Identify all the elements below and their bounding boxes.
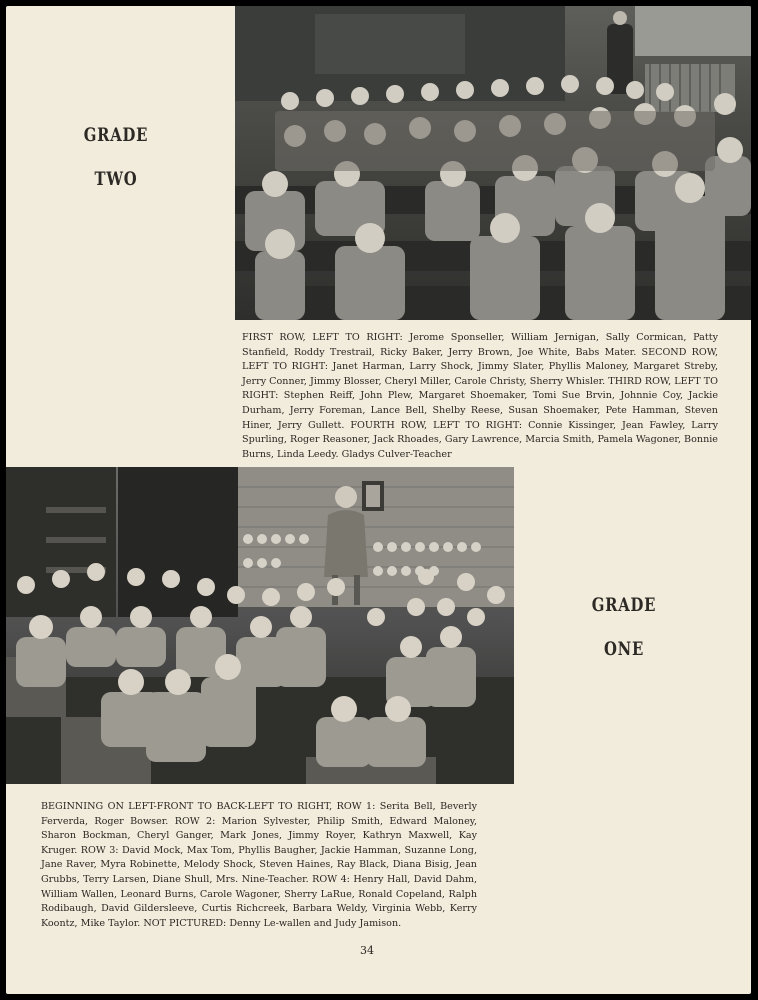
grade-two-heading xyxy=(69,124,163,190)
grade-one-heading xyxy=(577,594,671,660)
yearbook-page xyxy=(6,6,751,994)
grade-two-heading-line2: TWO xyxy=(94,168,138,190)
grade-one-caption: BEGINNING ON LEFT-FRONT TO BACK-LEFT TO RIGHT, ROW 1: Serita Bell, Beverly Ferverda, Roger Bowser. ROW 2: Marion Sylvester, Philip Smith, Edward Maloney, Sharon Bockman, Cheryl Ganger, Mark Jones, Jimmy Royer, Kathryn Maxwell, Kay Kruger. ROW 3: David Mock, Max Tom, Phyllis Baugher, Jackie Hamman, Suzanne Long, Jane Raver, Myra Robinette, Melody Shock, Steven Haines, Ray Black, Diana Bisig, Jean Grubbs, Terry Larsen, Diane Shull, Mrs. Nine-Teacher. ROW 4: Henry Hall, David Dahm, William Wallen, Leonard Burns, Carole Wagoner, Sherry LaRue, Ronald Copeland, Ralph Rodibaugh, David Gildersleeve, Curtis Richcreek, Barbara Weldy, Virginia Webb, Kerry Koontz, Mike Taylor. NOT PICTURED: Denny Le-wallen and Judy Jamison. xyxy=(41,801,477,929)
grade-two-caption: FIRST ROW, LEFT TO RIGHT: Jerome Sponseller, William Jernigan, Sally Cormican, Patty Stanfield, Roddy Trestrail, Ricky Baker, Jerry Brown, Joe White, Babs Mater. SECOND ROW, LEFT TO RIGHT: Janet Harman, Larry Shock, Jimmy Slater, Phyllis Maloney, Margaret Streby, Jerry Conner, Jimmy Blosser, Cheryl Miller, Carole Christy, Sherry Whisler. THIRD ROW, LEFT TO RIGHT: Stephen Reiff, John Plew, Margaret Shoemaker, Tomi Sue Brvin, Johnnie Coy, Jackie Durham, Jerry Foreman, Lance Bell, Shelby Reese, Susan Shoemaker, Pete Hamman, Steven Hiner, Jerry Gullett. FOURTH ROW, LEFT TO RIGHT: Connie Kissinger, Jean Fawley, Larry Spurling, Roger Reasoner, Jack Rhoades, Gary Lawrence, Marcia Smith, Pamela Wagoner, Bonnie Burns, Linda Leedy. Gladys Culver-Teacher xyxy=(242,332,718,460)
grade-two-heading-line1: GRADE xyxy=(83,124,149,146)
grade-two-class-photo xyxy=(235,6,751,320)
grade-one-heading-line1: GRADE xyxy=(591,594,657,616)
grade-one-class-photo xyxy=(6,467,514,784)
grade-one-heading-line2: ONE xyxy=(603,638,645,660)
page-number: 34 xyxy=(360,944,374,957)
